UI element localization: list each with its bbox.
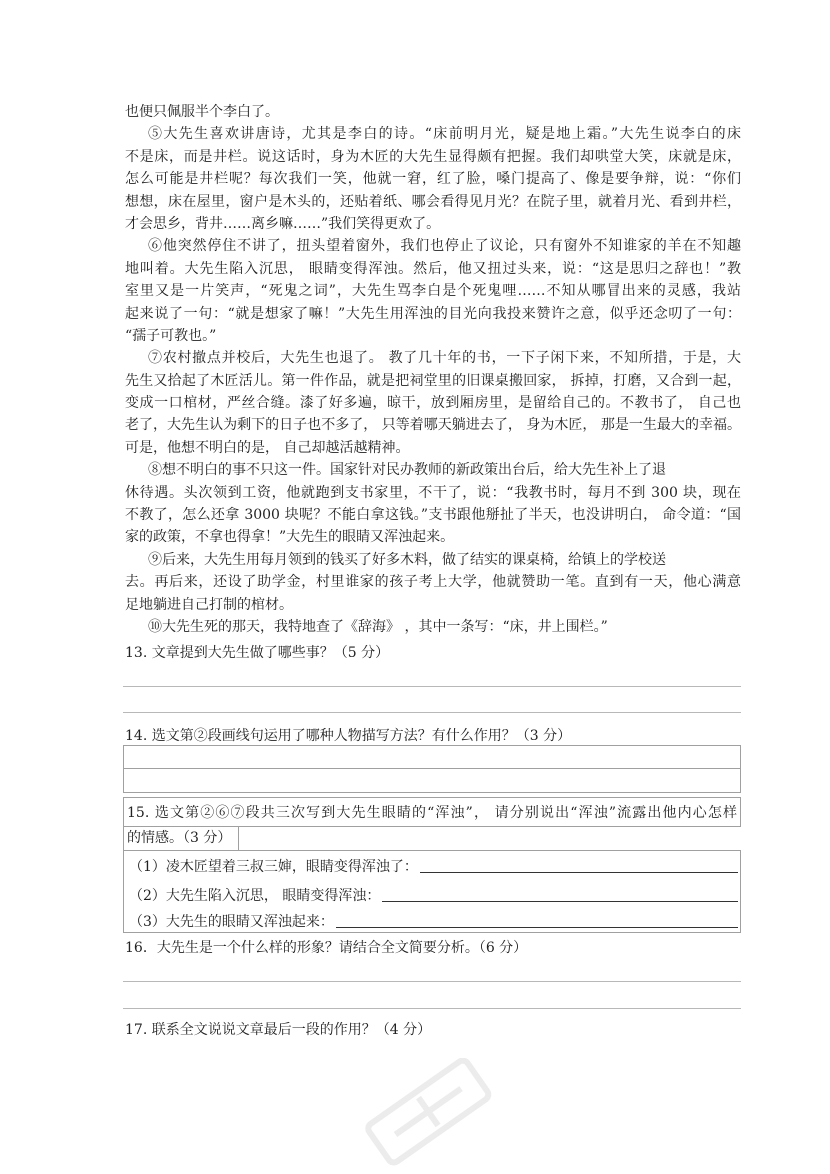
question-13: 13. 文章提到大先生做了哪些事？（5 分） (125, 645, 390, 661)
passage-line: 地叫着。大先生陷入沉思， 眼睛变得浑浊。然后，他又扭过头来，说：“这是思归之辞也！”教 (125, 260, 741, 277)
answer-blank (336, 927, 738, 928)
sub-question-3 (129, 912, 738, 932)
paragraph-9 (125, 549, 741, 616)
sub-question-2 (129, 886, 738, 906)
passage-line: 去。再后来，还设了助学金，村里谁家的孩子考上大学，他就赞助一笔。直到有一天，他心满意 (125, 574, 741, 591)
passage-line: ⑩大先生死的那天，我特地查了《辞海》 ，其中一条写：“床，井上围栏。” (148, 618, 608, 635)
paragraph-continuation (125, 101, 741, 123)
watermark (330, 1058, 530, 1170)
passage-line: 老了，大先生认为剩下的日子也不多了， 只等着哪天躺进去了， 身为木匠， 那是一生最大的幸福。 (125, 417, 741, 434)
passage-line: 怎么可能是井栏呢？每次我们一笑，他就一窘，红了脸，嗓门提高了、像是要争辩，说：“你们 (125, 171, 741, 188)
question-16: 16．大先生是一个什么样的形象？请结合全文简要分析。（6 分） (125, 940, 528, 956)
passage-line: ⑥他突然停住不讲了，扭头望着窗外，我们也停止了议论，只有窗外不知谁家的羊在不知趣 (148, 238, 741, 255)
passage-line: 变成一口棺材，严丝合缝。漆了好多遍，晾干，放到厢房里，是留给自己的。不教书了， 自己也 (125, 395, 741, 412)
passage-line: 先生又拾起了木匠活儿。第一件作品，就是把祠堂里的旧课桌搬回家， 拆掉，打磨，又合到一起， (125, 372, 741, 389)
question-15-row-2 (123, 826, 239, 851)
sub-question-label: （2）大先生陷入沉思， 眼睛变得浑浊： (129, 888, 381, 904)
passage-line: ⑦农村撤点并校后，大先生也退了。 教了几十年的书，一下子闲下来，不知所措，于是，大 (148, 350, 741, 367)
answer-box-14 (123, 745, 741, 793)
passage-line: 室里又是一片笑声，“死鬼之词”，大先生骂李白是个死鬼哩……不知从哪冒出来的灵感，我站 (125, 283, 741, 300)
passage-line: 可是，他想不明白的是， 自己却越活越精神。 (125, 439, 410, 456)
answer-blank (382, 901, 738, 902)
paragraph-6 (125, 235, 741, 347)
answer-line (123, 686, 741, 687)
question-17: 17. 联系全文说说文章最后一段的作用？（4 分） (125, 1022, 432, 1038)
passage-line: 起来说了一句：“就是想家了嘛！”大先生用浑浊的目光向我投来赞许之意，似乎还念叨了一句： (125, 305, 741, 322)
passage-line: 不教了，怎么还拿 3000 块呢？不能白拿这钱。”支书跟他掰扯了半天，也没讲明白， 命令道：“国 (125, 507, 741, 524)
question-15-continued: 的情感。（3 分） (127, 830, 232, 846)
passage-line: 家的政策，不拿也得拿！”大先生的眼睛又浑浊起来。 (125, 529, 455, 546)
reading-passage (125, 101, 741, 638)
answer-line (124, 768, 740, 769)
paragraph-10 (125, 616, 741, 638)
paragraph-7 (125, 347, 741, 459)
sub-question-label: （1）凌木匠望着三叔三婶，眼睛变得浑浊了： (129, 859, 418, 875)
sub-question-label: （3）大先生的眼睛又浑浊起来： (129, 914, 334, 930)
passage-line: 休待遇。头次领到工资，他就跑到支书家里，不干了，说：“我教书时，每月不到 300 块，现在 (125, 484, 741, 501)
answer-box-15 (123, 850, 741, 933)
question-15: 15. 选文第②⑥⑦段共三次写到大先生眼睛的“浑浊”， 请分别说出“浑浊”流露出他内心怎样 (127, 805, 737, 821)
passage-line: 想想，床在屋里，窗户是木头的，还贴着纸、哪会看得见月光？在院子里，就着月光、看到井栏， (125, 193, 741, 210)
answer-line (123, 1008, 741, 1009)
paragraph-5 (125, 123, 741, 235)
answer-blank (420, 872, 738, 873)
passage-line: 足地躺进自己打制的棺材。 (125, 596, 293, 613)
question-14: 14. 选文第②段画线句运用了哪种人物描写方法？有什么作用？（3 分） (125, 728, 572, 744)
answer-line (123, 981, 741, 982)
passage-line: ⑧想不明白的事不只这一件。国家针对民办教师的新政策出台后，给大先生补上了退 (148, 462, 666, 479)
paragraph-8 (125, 459, 741, 549)
passage-line: 才会思乡，背井……离乡嘛……”我们笑得更欢了。 (125, 215, 441, 232)
answer-line (123, 712, 741, 713)
passage-line: 不是床，而是井栏。说这话时，身为木匠的大先生显得颇有把握。我们却哄堂大笑，床就是床， (125, 148, 741, 165)
passage-line: 也便只佩服半个李白了。 (125, 104, 279, 120)
sub-question-1 (129, 857, 738, 877)
passage-line: ⑤大先生喜欢讲唐诗，尤其是李白的诗。“床前明月光，疑是地上霜。”大先生说李白的床 (148, 126, 741, 143)
question-15-row (123, 797, 741, 827)
passage-line: ⑨后来，大先生用每月领到的钱买了好多木料，做了结实的课桌椅，给镇上的学校送 (148, 551, 666, 568)
passage-line: “孺子可教也。” (125, 327, 217, 344)
